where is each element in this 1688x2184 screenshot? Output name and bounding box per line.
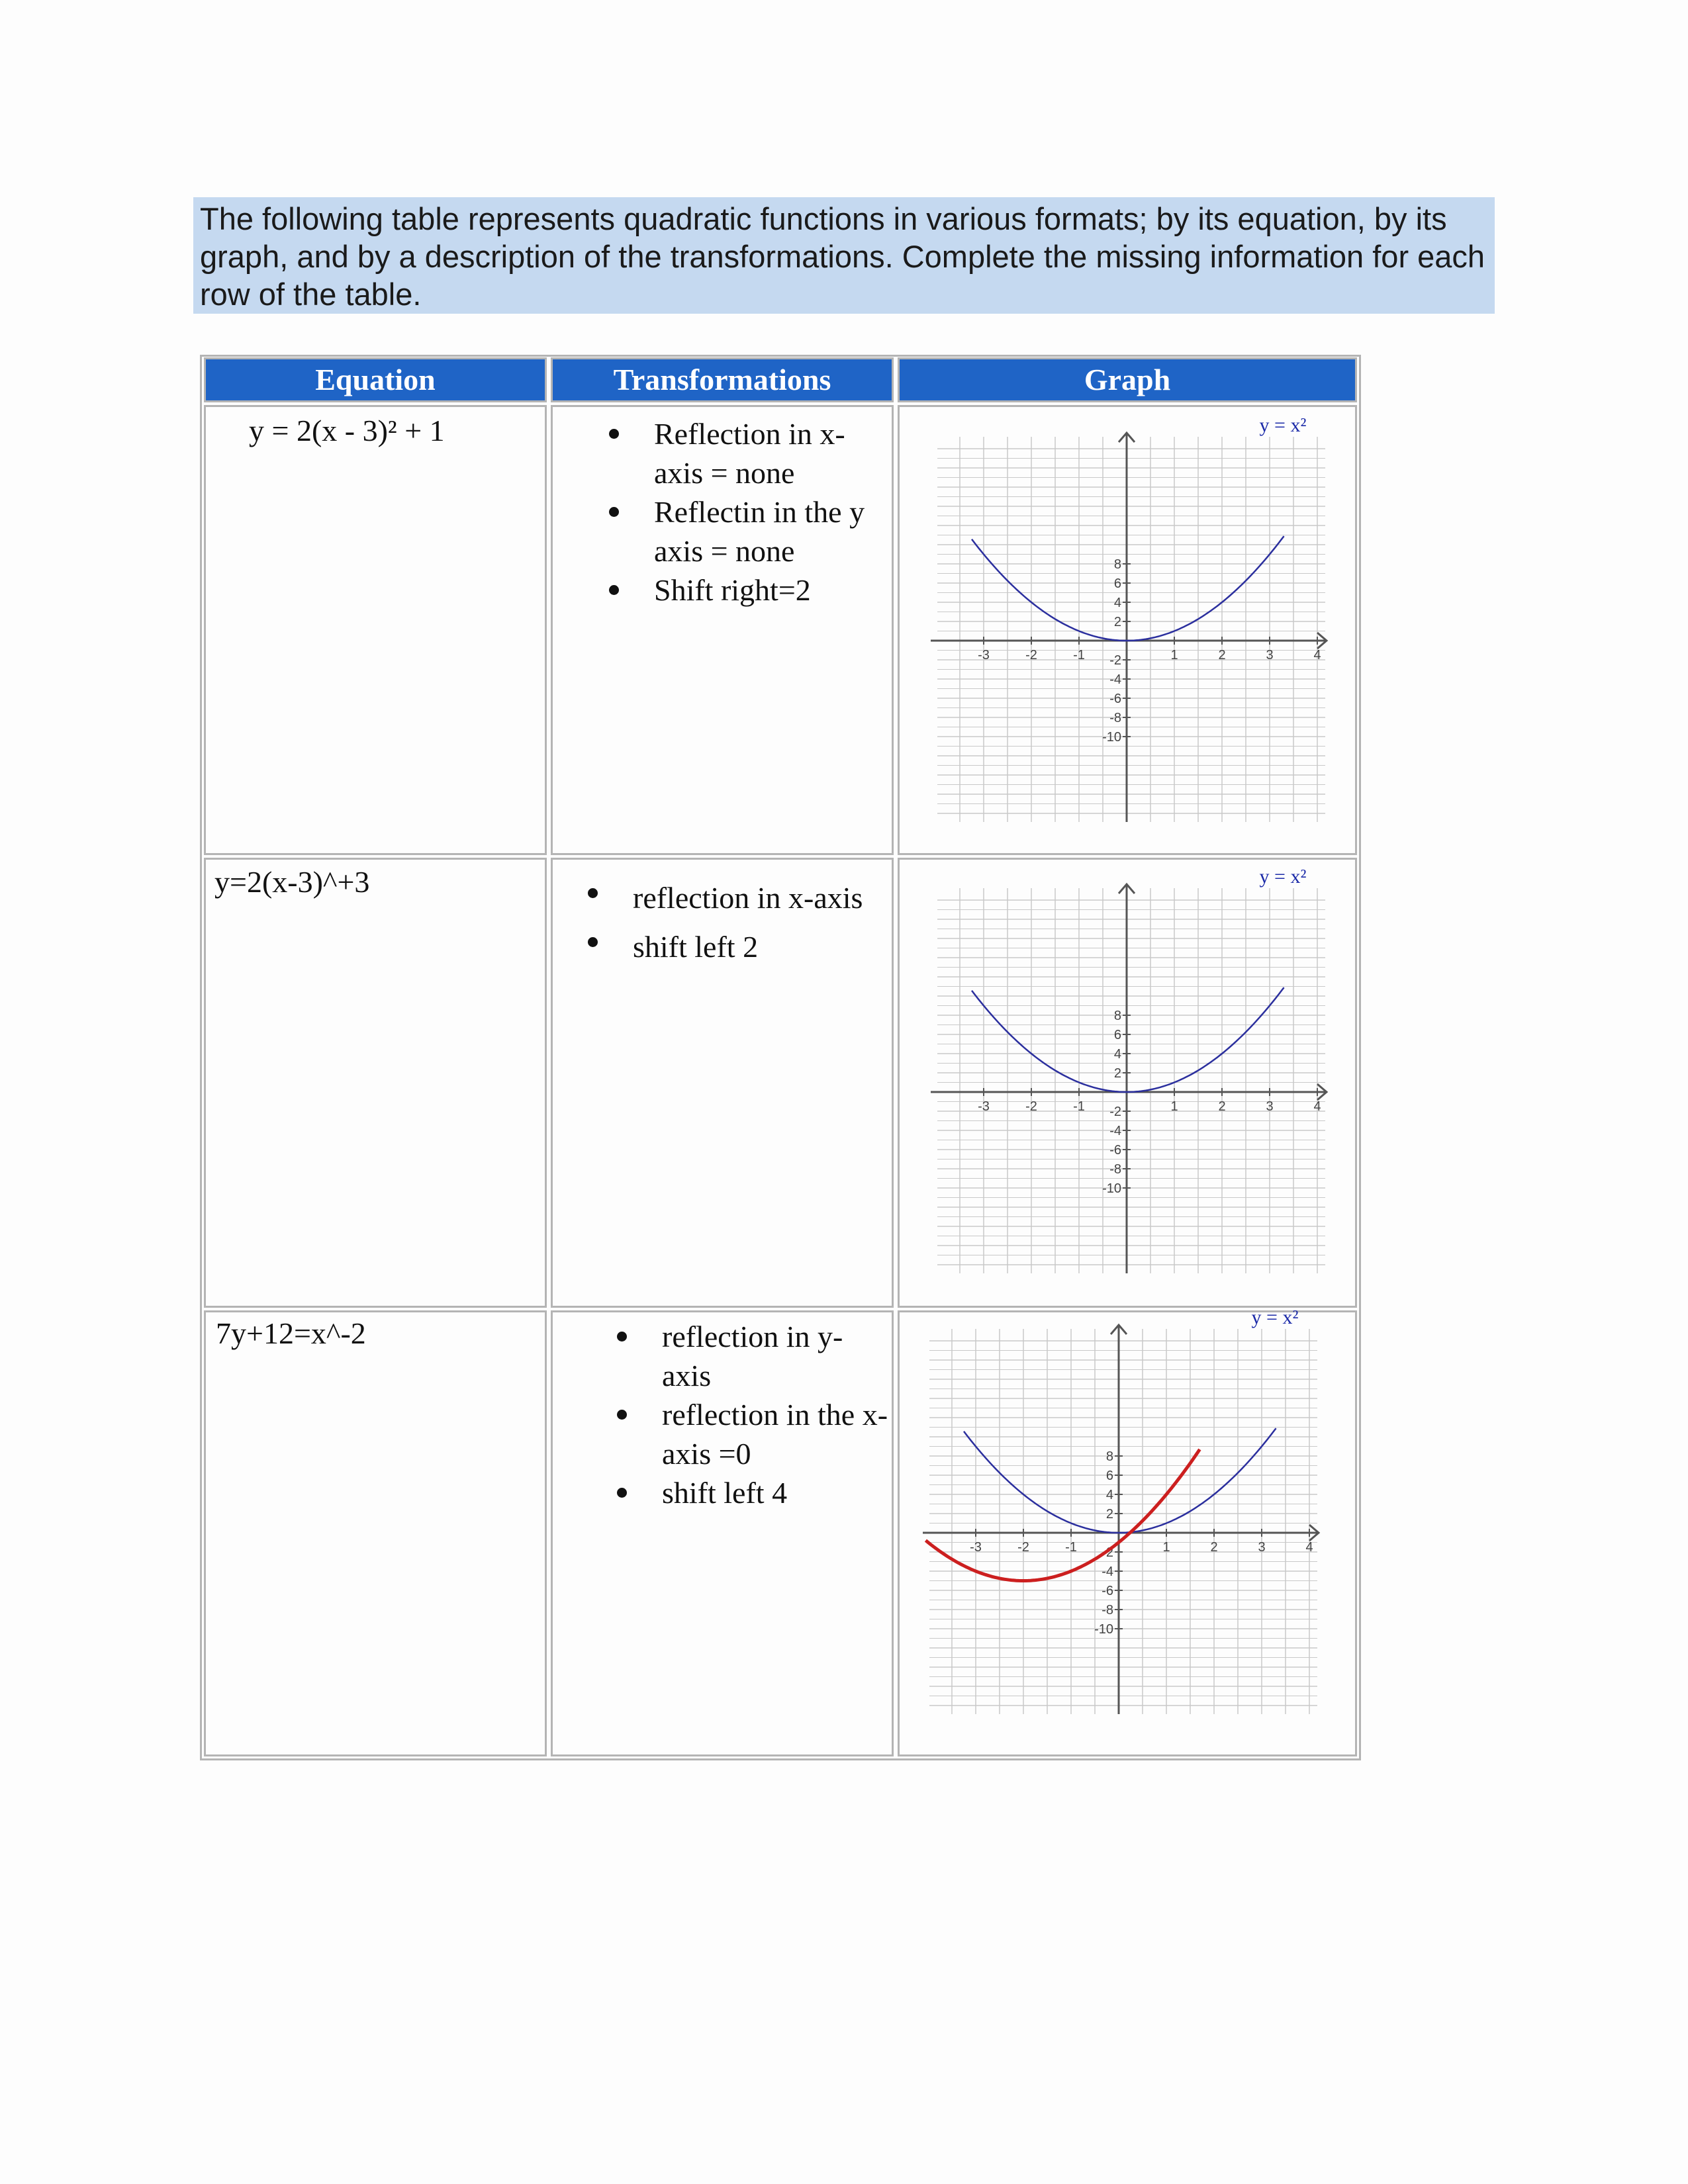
x-tick-label: 2 bbox=[1218, 1099, 1226, 1114]
row1-equation-cell bbox=[204, 405, 547, 855]
graph-axes bbox=[923, 1325, 1319, 1714]
row1-transform-item-3: Shift right=2 bbox=[654, 570, 889, 610]
row3-equation: 7y+12=x^-2 bbox=[216, 1316, 366, 1350]
graph-grid bbox=[937, 437, 1325, 822]
x-tick-label: 1 bbox=[1162, 1540, 1170, 1555]
y-tick-label: -10 bbox=[1094, 1622, 1113, 1637]
header-equation: Equation bbox=[204, 357, 547, 402]
row3-equation-cell bbox=[204, 1310, 547, 1756]
x-tick-label: -3 bbox=[970, 1540, 982, 1555]
y-tick-label: -4 bbox=[1109, 672, 1121, 687]
x-tick-label: 2 bbox=[1210, 1540, 1218, 1555]
parabola-curve bbox=[972, 536, 1284, 641]
header-transformations: Transformations bbox=[551, 357, 894, 402]
x-tick-label: -1 bbox=[1073, 648, 1085, 662]
graph-title-label: y = x² bbox=[1251, 1309, 1299, 1328]
x-tick-label: -2 bbox=[1025, 1099, 1037, 1114]
y-tick-label: -4 bbox=[1109, 1124, 1121, 1138]
x-tick-label: 1 bbox=[1170, 648, 1178, 662]
x-tick-label: 4 bbox=[1305, 1540, 1313, 1555]
x-tick-label: -2 bbox=[1017, 1540, 1029, 1555]
y-tick-label: -6 bbox=[1109, 1143, 1121, 1158]
y-tick-label: 4 bbox=[1105, 1488, 1113, 1502]
row2-equation-cell bbox=[204, 858, 547, 1308]
row3-transform-item-1: reflection in y-axis bbox=[662, 1317, 890, 1395]
y-tick-label: 2 bbox=[1105, 1507, 1113, 1522]
row2-transform-item-1: reflection in x-axis bbox=[633, 874, 891, 923]
y-tick-label: -8 bbox=[1109, 1162, 1121, 1177]
parabola-curve bbox=[972, 987, 1284, 1092]
row3-graph bbox=[923, 1309, 1331, 1731]
transformed-parabola-curve bbox=[925, 1449, 1199, 1581]
header-graph: Graph bbox=[898, 357, 1357, 402]
x-tick-label: -1 bbox=[1065, 1540, 1077, 1555]
x-tick-label: -1 bbox=[1073, 1099, 1085, 1114]
y-tick-label: 2 bbox=[1113, 1066, 1121, 1081]
y-tick-label: 6 bbox=[1113, 576, 1121, 591]
y-tick-label: -10 bbox=[1102, 1181, 1121, 1196]
y-tick-label: 2 bbox=[1113, 615, 1121, 629]
row1-graph bbox=[931, 417, 1338, 839]
parabola-curve bbox=[964, 1428, 1276, 1533]
row2-transformations-list bbox=[633, 874, 891, 972]
row3-transformations-list bbox=[662, 1317, 890, 1512]
x-tick-label: 4 bbox=[1313, 648, 1321, 662]
instructions-text: The following table represents quadratic functions in various formats; by its equation, by its graph, and by a description of the transformations. Complete the missing information for each row of the table. bbox=[193, 197, 1495, 314]
y-tick-label: -2 bbox=[1102, 1545, 1113, 1560]
y-tick-label: -6 bbox=[1102, 1584, 1113, 1598]
row1-transformations-list bbox=[654, 414, 889, 610]
graph-grid bbox=[937, 888, 1325, 1273]
y-tick-label: -6 bbox=[1109, 692, 1121, 706]
row1-transform-item-2: Reflectin in the y axis = none bbox=[654, 492, 889, 570]
y-tick-label: 6 bbox=[1105, 1469, 1113, 1483]
x-tick-label: 3 bbox=[1266, 1099, 1274, 1114]
x-tick-label: 2 bbox=[1218, 648, 1226, 662]
y-tick-label: -2 bbox=[1109, 653, 1121, 668]
graph-axes bbox=[931, 884, 1327, 1273]
y-tick-label: -4 bbox=[1102, 1565, 1113, 1579]
y-tick-label: -10 bbox=[1102, 730, 1121, 745]
row3-transform-item-3: shift left 4 bbox=[662, 1473, 890, 1512]
y-tick-label: -8 bbox=[1102, 1603, 1113, 1617]
row1-equation: y = 2(x - 3)² + 1 bbox=[249, 414, 445, 447]
y-tick-label: 8 bbox=[1113, 557, 1121, 572]
x-tick-label: 3 bbox=[1266, 648, 1274, 662]
graph-grid bbox=[929, 1329, 1317, 1714]
row1-transform-item-1: Reflection in x-axis = none bbox=[654, 414, 889, 492]
row2-graph bbox=[931, 868, 1338, 1291]
x-tick-label: 3 bbox=[1258, 1540, 1266, 1555]
y-tick-label: -8 bbox=[1109, 711, 1121, 725]
y-tick-label: 8 bbox=[1105, 1449, 1113, 1464]
x-tick-label: 1 bbox=[1170, 1099, 1178, 1114]
x-tick-label: -2 bbox=[1025, 648, 1037, 662]
x-tick-label: -3 bbox=[978, 648, 990, 662]
y-tick-label: 8 bbox=[1113, 1009, 1121, 1023]
row3-transform-item-2: reflection in the x-axis =0 bbox=[662, 1395, 890, 1473]
graph-title-label: y = x² bbox=[1259, 868, 1307, 887]
y-tick-label: 6 bbox=[1113, 1028, 1121, 1042]
x-tick-label: -3 bbox=[978, 1099, 990, 1114]
graph-axes bbox=[931, 433, 1327, 822]
graph-title-label: y = x² bbox=[1259, 417, 1307, 436]
x-tick-label: 4 bbox=[1313, 1099, 1321, 1114]
row2-equation: y=2(x-3)^+3 bbox=[214, 865, 370, 899]
y-tick-label: 4 bbox=[1113, 596, 1121, 610]
y-tick-label: 4 bbox=[1113, 1047, 1121, 1062]
row2-transform-item-2: shift left 2 bbox=[633, 923, 891, 972]
y-tick-label: -2 bbox=[1109, 1105, 1121, 1119]
